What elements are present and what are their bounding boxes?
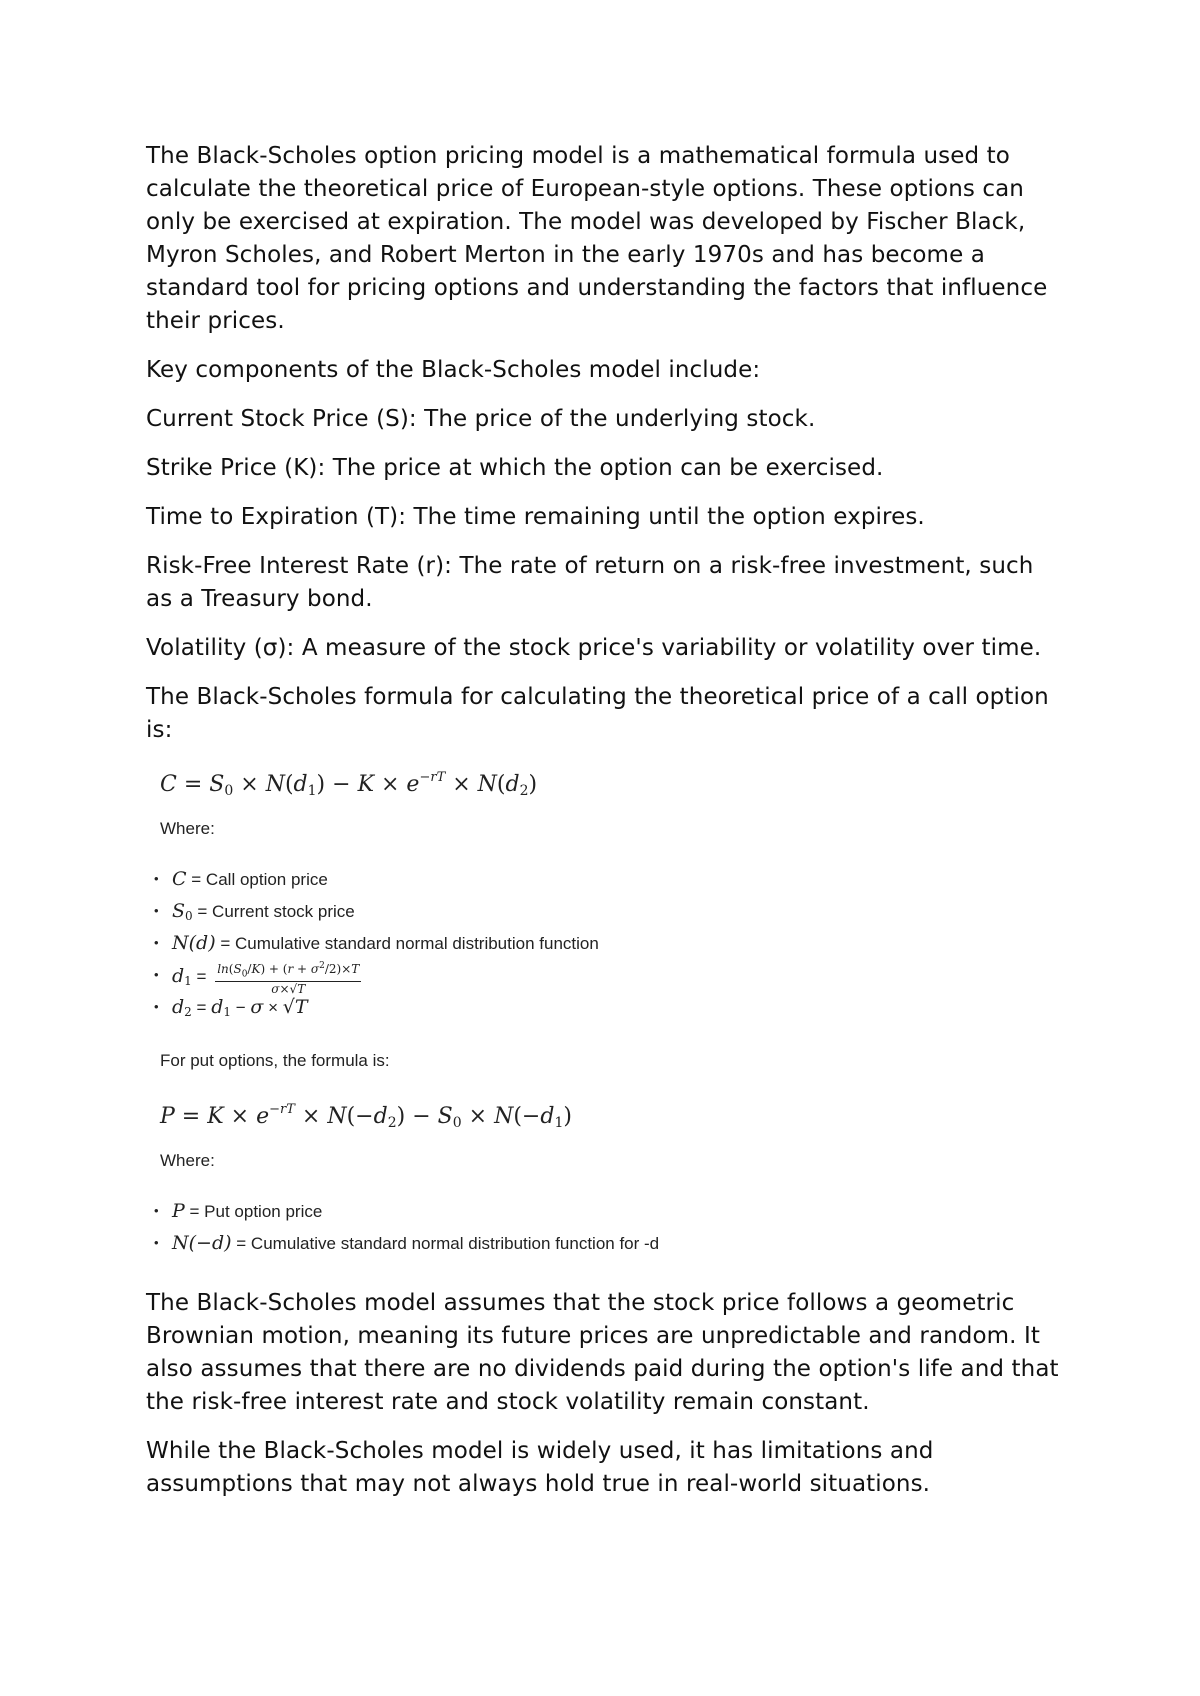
- component-stock-price: Current Stock Price (S): The price of the underlying stock.: [146, 406, 816, 432]
- component-volatility: Volatility (σ): A measure of the stock price's variability or volatility over time.: [146, 635, 1042, 661]
- document-page: [146, 140, 1066, 1517]
- stock-price-def: = Current stock price: [197, 902, 355, 921]
- d1-fraction: $\frac{\ln(S_0/K) + (r + \sigma^2/2)\times T}{\sigma\times√T}$: [217, 961, 360, 997]
- call-definitions-list: [160, 863, 1066, 1023]
- component-strike-price: Strike Price (K): The price at which the option can be exercised.: [146, 455, 884, 481]
- list-item: • $S_0$ = Current stock price: [160, 895, 1066, 927]
- put-where-label: Where:: [160, 1151, 215, 1170]
- list-item: • $d_1$ = $\frac{\ln(S_0/K) + (r + \sigma^2/2)\times T}{\sigma\times√T}$: [160, 959, 1066, 991]
- call-price-def: = Call option price: [191, 870, 328, 889]
- component-time-to-expiration: Time to Expiration (T): The time remaining until the option expires.: [146, 504, 925, 530]
- list-item: • $d_2 = d_1 - \sigma \times √T$: [160, 991, 1066, 1023]
- limitations-paragraph: While the Black-Scholes model is widely used, it has limitations and assumptions that may not always hold true in real-world situations.: [146, 1438, 934, 1497]
- list-item: • N(−d) = Cumulative standard normal distribution function for -d: [160, 1227, 1066, 1259]
- call-formula-intro: The Black-Scholes formula for calculating the theoretical price of a call option is:: [146, 684, 1049, 743]
- list-item: • N(d) = Cumulative standard normal distribution function: [160, 927, 1066, 959]
- cdf-def: = Cumulative standard normal distribution function: [220, 934, 599, 953]
- formula-image: [160, 763, 1066, 1259]
- call-where-label: Where:: [160, 819, 215, 838]
- put-formula-intro: For put options, the formula is:: [160, 1051, 390, 1070]
- assumptions-paragraph: The Black-Scholes model assumes that the stock price follows a geometric Brownian motion, meaning its future prices are unpredictable and random. It also assumes that there are no dividends paid during the option's life and that the risk-free interest rate and stock volatility remain constant.: [146, 1290, 1059, 1415]
- list-item: • C = Call option price: [160, 863, 1066, 895]
- cdf-negative-def: = Cumulative standard normal distribution function for -d: [236, 1234, 660, 1253]
- call-formula: $C = S_0 \times N(d_1) - K \times e^{-rT} \times N(d_2)$: [160, 770, 538, 799]
- put-formula: $P = K \times e^{-rT} \times N(-d_2) - S_0 \times N(-d_1)$: [160, 1102, 572, 1131]
- components-heading: Key components of the Black-Scholes model include:: [146, 357, 761, 383]
- list-item: • P = Put option price: [160, 1195, 1066, 1227]
- put-price-def: = Put option price: [189, 1202, 323, 1221]
- put-definitions-list: [160, 1195, 1066, 1259]
- component-risk-free-rate: Risk-Free Interest Rate (r): The rate of return on a risk-free investment, such as a Treasury bond.: [146, 553, 1034, 612]
- intro-paragraph: The Black-Scholes option pricing model is a mathematical formula used to calculate the theoretical price of European-style options. These options can only be exercised at expiration. The model was developed by Fischer Black, Myron Scholes, and Robert Merton in the early 1970s and has become a standard tool for pricing options and understanding the factors that influence their prices.: [146, 143, 1048, 334]
